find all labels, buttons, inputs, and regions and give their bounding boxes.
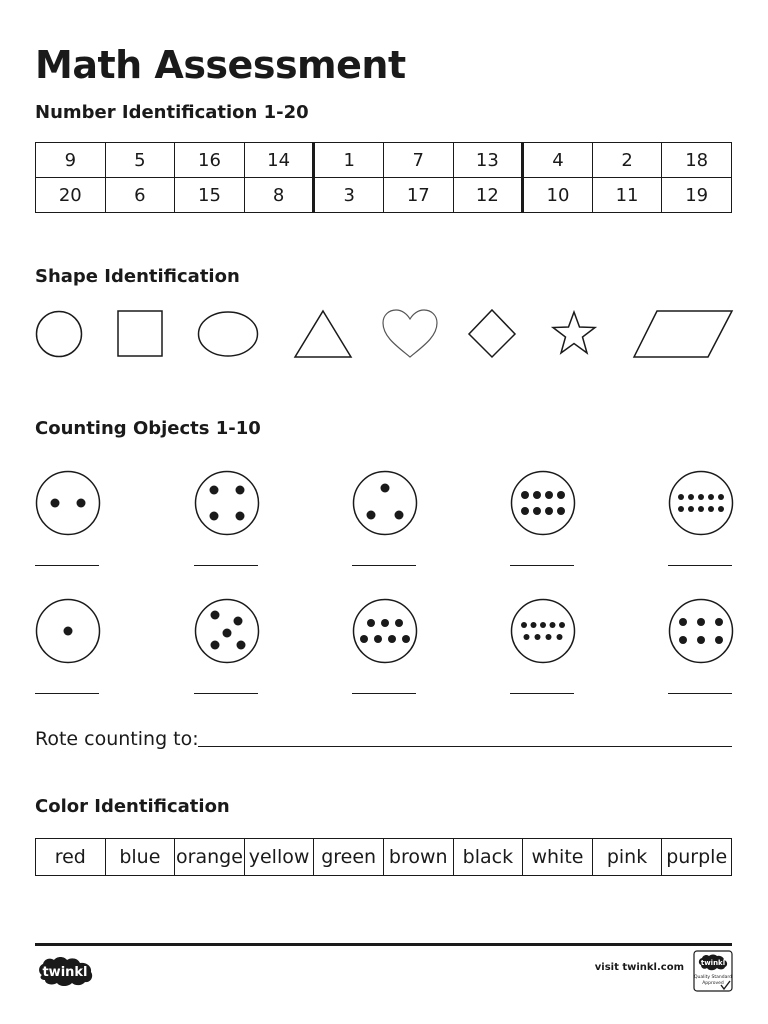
color-word-cell: red (36, 839, 106, 876)
rote-counting-label: Rote counting to: (35, 728, 199, 750)
counting-circle-outline (354, 600, 417, 663)
counting-dot (211, 611, 220, 620)
counting-dot (715, 618, 723, 626)
visit-link[interactable]: visit twinkl.com (594, 962, 684, 973)
counting-dot (708, 506, 714, 512)
counting-dot (402, 635, 410, 643)
counting-dot (210, 512, 219, 521)
color-word-cell: yellow (244, 839, 314, 876)
number-cell: 5 (105, 143, 175, 178)
counting-dot (524, 634, 530, 640)
logo-text: twinkl (42, 965, 88, 980)
count-answer-line[interactable] (510, 693, 574, 694)
count-answer-line[interactable] (194, 565, 258, 566)
twinkl-logo (36, 953, 96, 989)
counting-dot (540, 622, 546, 628)
number-identification-heading: Number Identification 1-20 (35, 102, 309, 123)
counting-dot (395, 619, 403, 627)
counting-dot (381, 619, 389, 627)
color-word-cell: blue (105, 839, 175, 876)
counting-circle (352, 470, 418, 536)
color-word-cell: black (453, 839, 523, 876)
counting-dot (210, 486, 219, 495)
number-cell: 10 (523, 178, 593, 213)
badge-line-2: Approved (702, 981, 724, 986)
counting-dot (367, 619, 375, 627)
square-icon (116, 307, 164, 359)
number-table (35, 142, 732, 213)
counting-dot (521, 491, 529, 499)
counting-dot (698, 494, 704, 500)
counting-dot (698, 506, 704, 512)
counting-dot (546, 634, 552, 640)
counting-dot (557, 634, 563, 640)
counting-dot (678, 506, 684, 512)
badge-line-1: Quality Standard (694, 975, 732, 980)
counting-circle (510, 598, 576, 664)
number-cell: 20 (36, 178, 106, 213)
number-cell: 17 (383, 178, 453, 213)
color-word-cell: orange (175, 839, 245, 876)
parallelogram-icon (632, 307, 734, 359)
counting-circle (668, 598, 734, 664)
number-cell: 12 (453, 178, 523, 213)
number-row (36, 178, 732, 213)
counting-dot (51, 499, 60, 508)
counting-dot (688, 506, 694, 512)
counting-dot (533, 507, 541, 515)
counting-dot (715, 636, 723, 644)
counting-circle (35, 470, 101, 536)
counting-circle (668, 470, 734, 536)
color-word-cell: purple (662, 839, 732, 876)
counting-dot (236, 512, 245, 521)
color-table (35, 838, 732, 876)
shape-identification-heading: Shape Identification (35, 266, 240, 287)
counting-objects-heading: Counting Objects 1-10 (35, 418, 261, 439)
star-icon (549, 307, 599, 359)
counting-dot (374, 635, 382, 643)
counting-dot (395, 511, 404, 520)
number-cell: 2 (592, 143, 662, 178)
number-cell: 9 (36, 143, 106, 178)
count-answer-line[interactable] (352, 693, 416, 694)
counting-circle-outline (670, 472, 733, 535)
counting-circle (194, 470, 260, 536)
number-cell: 18 (662, 143, 732, 178)
number-cell: 8 (244, 178, 314, 213)
counting-dot (557, 507, 565, 515)
counting-dot (521, 622, 527, 628)
count-answer-line[interactable] (668, 693, 732, 694)
counting-dot (697, 618, 705, 626)
counting-dot (708, 494, 714, 500)
counting-dot (688, 494, 694, 500)
count-answer-line[interactable] (352, 565, 416, 566)
counting-dot (718, 494, 724, 500)
heart-icon (380, 307, 440, 359)
counting-dot (718, 506, 724, 512)
counting-dot (223, 629, 232, 638)
oval-icon (197, 307, 259, 359)
counting-dot (545, 507, 553, 515)
number-cell: 7 (383, 143, 453, 178)
number-cell: 16 (175, 143, 245, 178)
number-cell: 15 (175, 178, 245, 213)
rote-counting-answer-line[interactable] (198, 746, 732, 747)
counting-dot (521, 507, 529, 515)
counting-dot (211, 641, 220, 650)
counting-circle-outline (196, 472, 259, 535)
count-answer-line[interactable] (668, 565, 732, 566)
counting-dot (388, 635, 396, 643)
counting-dot (64, 627, 73, 636)
circle-icon (35, 307, 83, 359)
color-word-cell: pink (592, 839, 662, 876)
counting-circle (510, 470, 576, 536)
counting-dot (550, 622, 556, 628)
number-cell: 6 (105, 178, 175, 213)
color-word-cell: white (523, 839, 593, 876)
counting-dot (77, 499, 86, 508)
number-cell: 19 (662, 178, 732, 213)
number-cell: 4 (523, 143, 593, 178)
color-identification-heading: Color Identification (35, 796, 230, 817)
counting-dot (545, 491, 553, 499)
counting-dot (679, 618, 687, 626)
counting-circle-outline (354, 472, 417, 535)
color-word-cell: brown (383, 839, 453, 876)
counting-dot (533, 491, 541, 499)
count-answer-line[interactable] (35, 565, 99, 566)
counting-dot (236, 486, 245, 495)
counting-dot (360, 635, 368, 643)
counting-circle (35, 598, 101, 664)
page-title: Math Assessment (35, 43, 406, 87)
counting-circle-outline (37, 472, 100, 535)
counting-dot (531, 622, 537, 628)
count-answer-line[interactable] (194, 693, 258, 694)
counting-circle (194, 598, 260, 664)
counting-dot (381, 484, 390, 493)
counting-dot (559, 622, 565, 628)
diamond-icon (466, 307, 518, 359)
counting-circle-outline (512, 472, 575, 535)
number-cell: 14 (244, 143, 314, 178)
number-cell: 1 (314, 143, 384, 178)
counting-dot (678, 494, 684, 500)
number-cell: 3 (314, 178, 384, 213)
counting-circle (352, 598, 418, 664)
counting-dot (535, 634, 541, 640)
triangle-icon (293, 307, 353, 359)
counting-dot (237, 641, 246, 650)
counting-circle-outline (512, 600, 575, 663)
count-answer-line[interactable] (510, 565, 574, 566)
number-cell: 11 (592, 178, 662, 213)
number-cell: 13 (453, 143, 523, 178)
counting-dot (679, 636, 687, 644)
count-answer-line[interactable] (35, 693, 99, 694)
counting-dot (557, 491, 565, 499)
counting-circle-outline (670, 600, 733, 663)
footer-divider (35, 943, 732, 946)
badge-logo-text: twinkl (700, 959, 726, 967)
counting-dot (697, 636, 705, 644)
counting-dot (234, 617, 243, 626)
counting-dot (367, 511, 376, 520)
number-row (36, 143, 732, 178)
quality-badge (693, 950, 733, 992)
color-word-cell: green (314, 839, 384, 876)
